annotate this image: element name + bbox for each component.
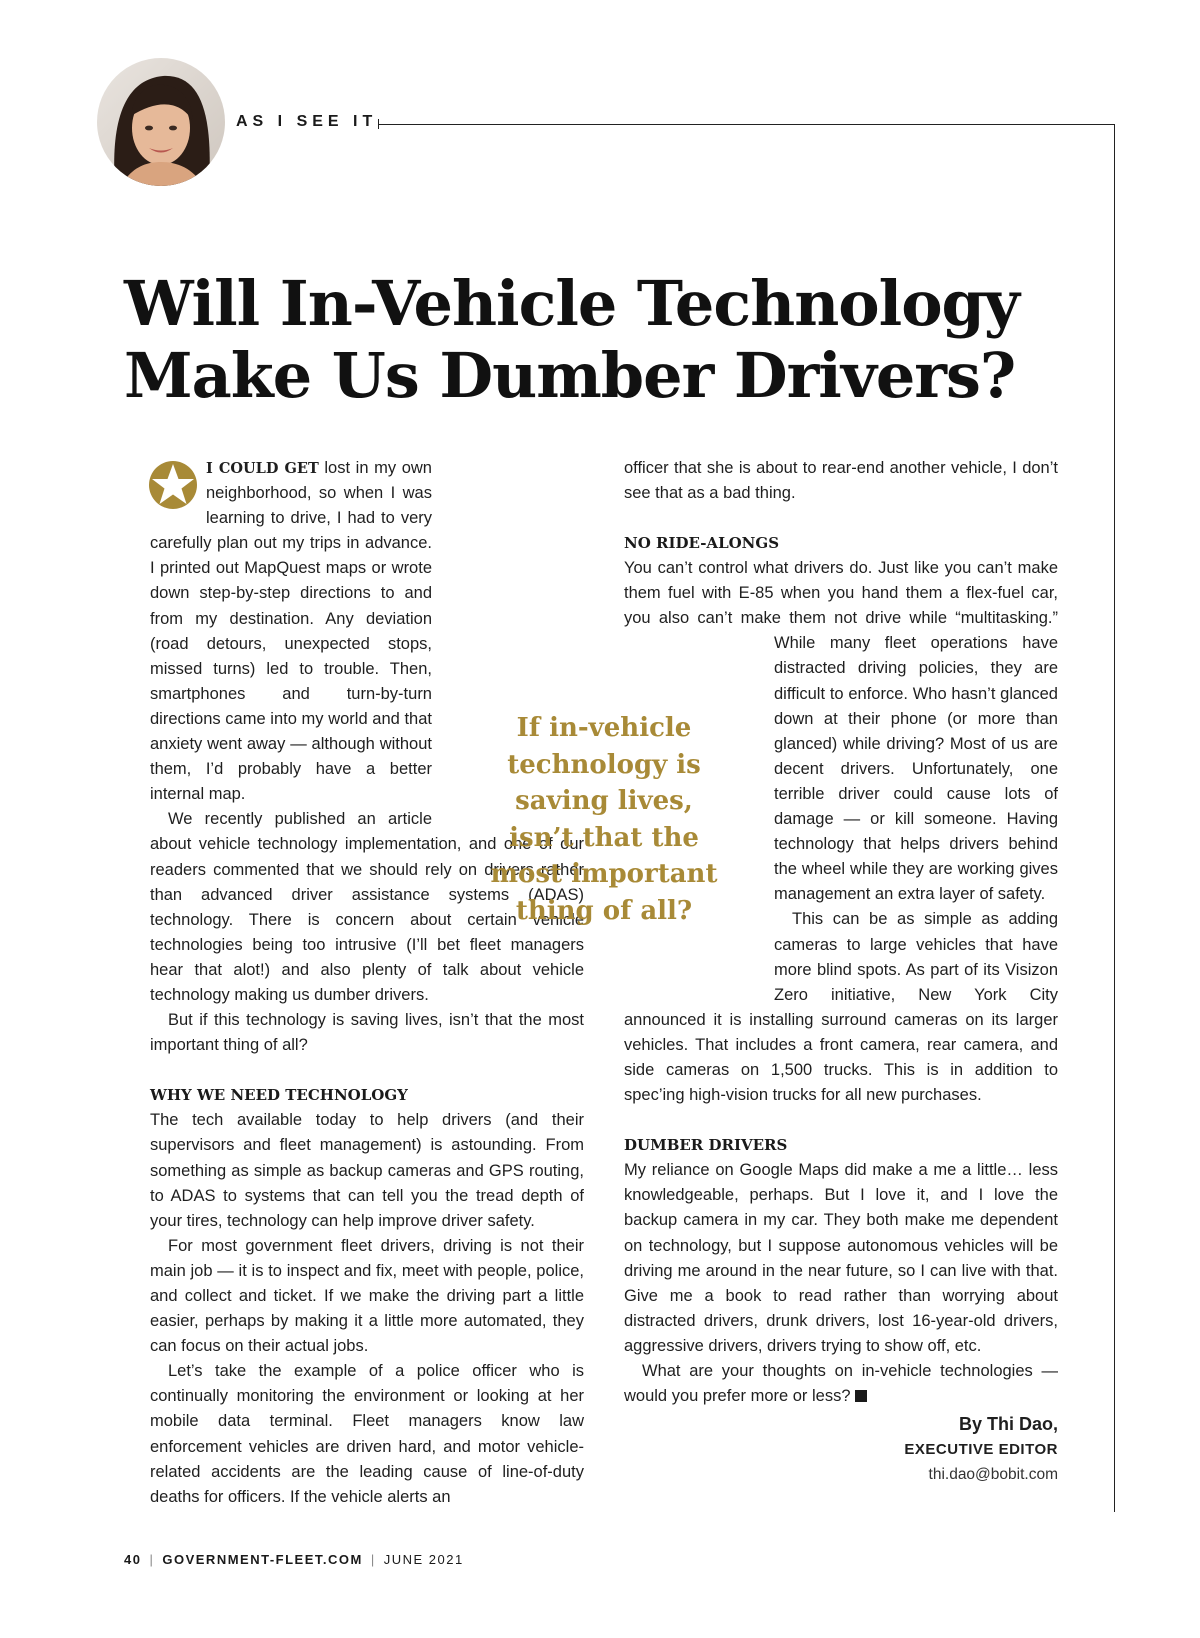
end-square-icon: [855, 1390, 867, 1402]
header-rule: [378, 124, 1115, 125]
author-role: EXECUTIVE EDITOR: [904, 1441, 1058, 1459]
paragraph-6: Let’s take the example of a police officer who is continually monitoring the environment or looking at her mobile data terminal. Fleet managers know law enforcement vehicles are driven hard, and motor vehicle-related accidents are the leading cause of line-of-duty deaths for officers. If the vehicle alerts an: [150, 1362, 584, 1506]
paragraph-1-text: lost in my own neighborhood, so when I was learning to drive, I had to very carefully plan out my trips in advance. I printed out MapQuest maps or wrote down step-by-step directions to and from my destination. Any deviation (road detours, unexpected stops, missed turns) led to trouble. Then, smartphones and turn-by-turn directions came into my world and that anxiety went away — although without them, I’d probably have a better internal map.: [150, 459, 432, 804]
paragraph-7: You can’t control what drivers do. Just like you can’t make them fuel with E-85 when you hand them a flex-fuel car, you also can’t make them not drive while “multitasking.” While many fleet operations have distracted driving policies, they are difficult to enforce. Who hasn’t glanced down at their phone (or more than glanced) while driving? Most of us are decent drivers. Unfortunately, one terrible driver could cause lots of damage — or kill someone. Having technology that helps drivers behind the wheel while they are working gives management an extra layer of safety.: [624, 559, 1058, 904]
lead-caps: I COULD GET: [206, 460, 319, 477]
star-icon: [148, 458, 202, 518]
paragraph-10-text: What are your thoughts on in-vehicle technologies — would you prefer more or less?: [624, 1362, 1058, 1406]
paragraph-3: But if this technology is saving lives, isn’t that the most important thing of all?: [150, 1011, 584, 1055]
paragraph-6-tail: officer that she is about to rear-end another vehicle, I don’t see that as a bad thing.: [624, 459, 1058, 503]
author-email[interactable]: thi.dao@bobit.com: [928, 1466, 1058, 1484]
paragraph-10: [624, 1359, 1058, 1409]
pull-quote-wrap-right: [624, 656, 774, 984]
page-footer: 40 | GOVERNMENT-FLEET.COM | JUNE 2021: [124, 1552, 464, 1567]
title-line-2: Make Us Dumber Drivers?: [124, 339, 1016, 412]
paragraph-2: We recently published an article about vehicle technology implementation, and one of our readers commented that we should rely on drivers rather than advanced driver assistance systems (ADAS) technology. There is concern about certain vehicle technologies being too intrusive (I’ll bet fleet managers hear that alot!) and also plenty of talk about vehicle technology making us dumber drivers.: [150, 810, 584, 1004]
publication-name: GOVERNMENT-FLEET.COM: [162, 1552, 363, 1567]
paragraph-9: My reliance on Google Maps did make a me a little… less knowledgeable, perhaps. But I love it, and I love the backup camera in my car. They both make me dependent on technology, but I suppose autonomous vehicles will be driving me around in the near future, so I can live with that. Give me a book to read rather than worrying about distracted drivers, drunk drivers, lost 16-year-old drivers, aggressive drivers, drivers trying to show off, etc.: [624, 1161, 1058, 1355]
author-name: By Thi Dao,: [958, 1414, 1058, 1435]
subhead-ride-alongs: NO RIDE-ALONGS: [624, 534, 780, 552]
page-number: 40: [124, 1552, 142, 1567]
pull-quote: If in-vehicle technology is saving lives, isn’t that the most important thing of all?: [490, 713, 718, 926]
subhead-why: WHY WE NEED TECHNOLOGY: [150, 1086, 408, 1105]
author-portrait: [97, 58, 225, 186]
title-line-1: Will In-Vehicle Technology: [124, 267, 1019, 340]
paragraph-6-continuation: [624, 456, 1058, 506]
article-title: [124, 268, 1124, 412]
paragraph-4: The tech available today to help drivers (and their supervisors and fleet management) is astounding. From something as simple as backup cameras and GPS routing, to ADAS to systems that can tell you the tread depth of your tires, technology can help improve driver safety.: [150, 1111, 584, 1230]
section-label: AS I SEE IT: [236, 113, 378, 130]
column-left-continuation: [624, 456, 1058, 506]
issue-date: JUNE 2021: [383, 1552, 464, 1567]
byline: [624, 1411, 1058, 1488]
paragraph-8: This can be as simple as adding cameras to large vehicles that have more blind spots. As part of its Visizon Zero initiative, New York City announced it is installing surround cameras on its larger vehicles. That includes a front camera, rear camera, and side cameras on 1,500 trucks. This is in addition to spec’ing high-vision trucks for all new purchases.: [624, 910, 1058, 1105]
column-left: [150, 456, 584, 1510]
column-right: [624, 456, 1058, 1488]
paragraph-5: For most government fleet drivers, driving is not their main job — it is to inspect and fix, meet with people, police, and collect and ticket. If we make the driving part a little easier, perhaps by making it a little more automated, they can focus on their actual jobs.: [150, 1236, 584, 1356]
subhead-dumber-drivers: DUMBER DRIVERS: [624, 1136, 788, 1155]
